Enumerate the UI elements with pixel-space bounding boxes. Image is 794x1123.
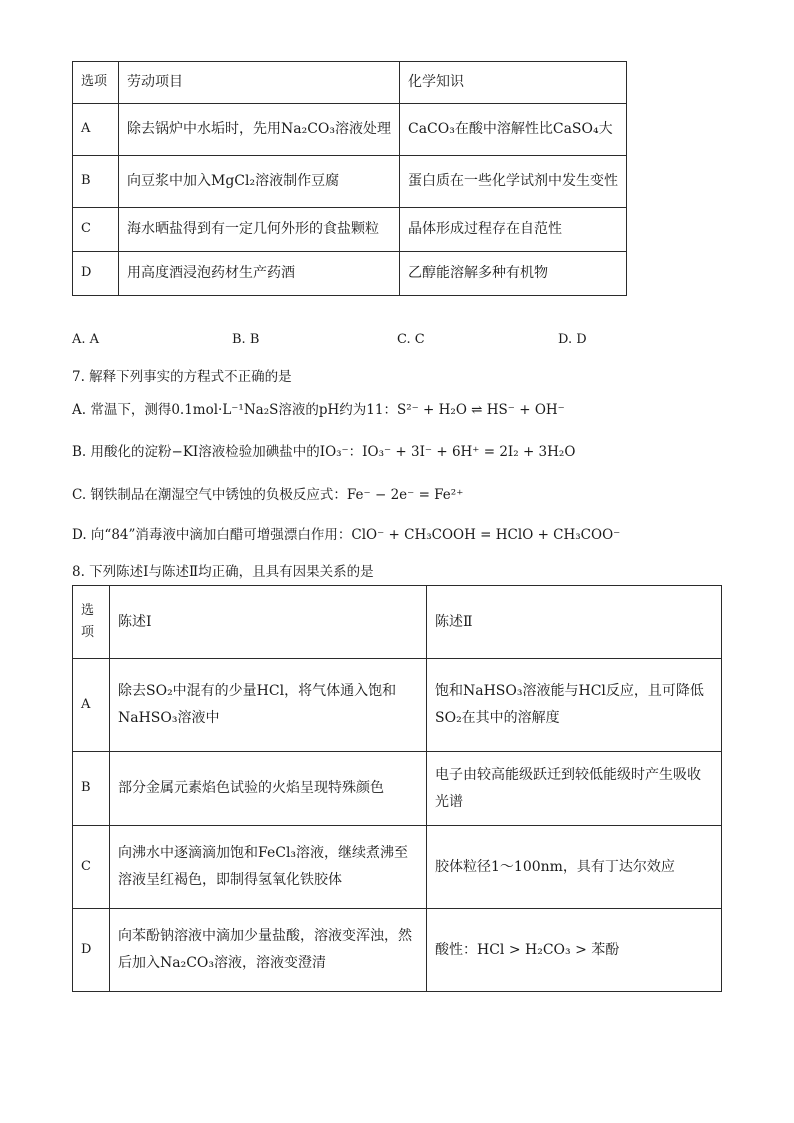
q7-option-c[interactable]: C. 钢铁制品在潮湿空气中锈蚀的负极反应式：Fe⁻ − 2e⁻ = Fe²⁺ <box>72 487 464 503</box>
option-cell: C <box>73 826 110 909</box>
knowledge-cell: 蛋白质在一些化学试剂中发生变性 <box>400 156 627 208</box>
labor-cell: 向豆浆中加入MgCl₂溶液制作豆腐 <box>119 156 400 208</box>
option-cell: D <box>73 252 119 296</box>
option-cell: D <box>73 909 110 992</box>
table-row <box>73 752 722 826</box>
q6-option-b[interactable]: B. B <box>232 332 260 347</box>
option-cell: A <box>73 659 110 752</box>
labor-cell: 用高度酒浸泡药材生产药酒 <box>119 252 400 296</box>
knowledge-cell: 乙醇能溶解多种有机物 <box>400 252 627 296</box>
table-row <box>73 156 627 208</box>
table-row <box>73 909 722 992</box>
q6-option-a[interactable]: A. A <box>72 332 100 347</box>
knowledge-cell: 晶体形成过程存在自范性 <box>400 208 627 252</box>
knowledge-cell: CaCO₃在酸中溶解性比CaSO₄大 <box>400 104 627 156</box>
option-cell: B <box>73 752 110 826</box>
statement-1-cell: 向苯酚钠溶液中滴加少量盐酸，溶液变浑浊，然后加入Na₂CO₃溶液，溶液变澄清 <box>110 909 427 992</box>
header-statement-1: 陈述Ⅰ <box>110 586 427 659</box>
statement-1-cell: 向沸水中逐滴滴加饱和FeCl₃溶液，继续煮沸至溶液呈红褐色，即制得氢氧化铁胶体 <box>110 826 427 909</box>
q6-table <box>72 61 627 296</box>
labor-cell: 除去锅炉中水垢时，先用Na₂CO₃溶液处理 <box>119 104 400 156</box>
header-option: 选项 <box>73 586 110 659</box>
header-labor-item: 劳动项目 <box>119 62 400 104</box>
header-chem-knowledge: 化学知识 <box>400 62 627 104</box>
table-row <box>73 659 722 752</box>
option-cell: B <box>73 156 119 208</box>
table-row <box>73 252 627 296</box>
labor-cell: 海水晒盐得到有一定几何外形的食盐颗粒 <box>119 208 400 252</box>
option-cell: C <box>73 208 119 252</box>
statement-2-cell: 酸性：HCl > H₂CO₃ > 苯酚 <box>427 909 722 992</box>
statement-2-cell: 饱和NaHSO₃溶液能与HCl反应，且可降低SO₂在其中的溶解度 <box>427 659 722 752</box>
q7-option-b[interactable]: B. 用酸化的淀粉−KI溶液检验加碘盐中的IO₃⁻：IO₃⁻ + 3I⁻ + 6H⁺ = 2I₂ + 3H₂O <box>72 444 576 460</box>
q6-option-d[interactable]: D. D <box>558 332 587 347</box>
q7-stem: 7. 解释下列事实的方程式不正确的是 <box>72 369 292 385</box>
option-cell: A <box>73 104 119 156</box>
statement-1-cell: 除去SO₂中混有的少量HCl，将气体通入饱和NaHSO₃溶液中 <box>110 659 427 752</box>
table-row <box>73 826 722 909</box>
table-row <box>73 208 627 252</box>
header-option: 选项 <box>73 62 119 104</box>
q7-option-a[interactable]: A. 常温下，测得0.1mol·L⁻¹Na₂S溶液的pH约为11：S²⁻ + H₂O ⇌ HS⁻ + OH⁻ <box>72 402 565 418</box>
q8-table <box>72 585 722 992</box>
q6-option-c[interactable]: C. C <box>397 332 425 347</box>
q7-option-d[interactable]: D. 向“84”消毒液中滴加白醋可增强漂白作用：ClO⁻ + CH₃COOH = HClO + CH₃COO⁻ <box>72 527 621 543</box>
table-header-row <box>73 586 722 659</box>
header-statement-2: 陈述Ⅱ <box>427 586 722 659</box>
table-header-row <box>73 62 627 104</box>
table-row <box>73 104 627 156</box>
statement-1-cell: 部分金属元素焰色试验的火焰呈现特殊颜色 <box>110 752 427 826</box>
q8-stem: 8. 下列陈述Ⅰ与陈述Ⅱ均正确，且具有因果关系的是 <box>72 564 374 580</box>
statement-2-cell: 胶体粒径1～100nm，具有丁达尔效应 <box>427 826 722 909</box>
statement-2-cell: 电子由较高能级跃迁到较低能级时产生吸收光谱 <box>427 752 722 826</box>
